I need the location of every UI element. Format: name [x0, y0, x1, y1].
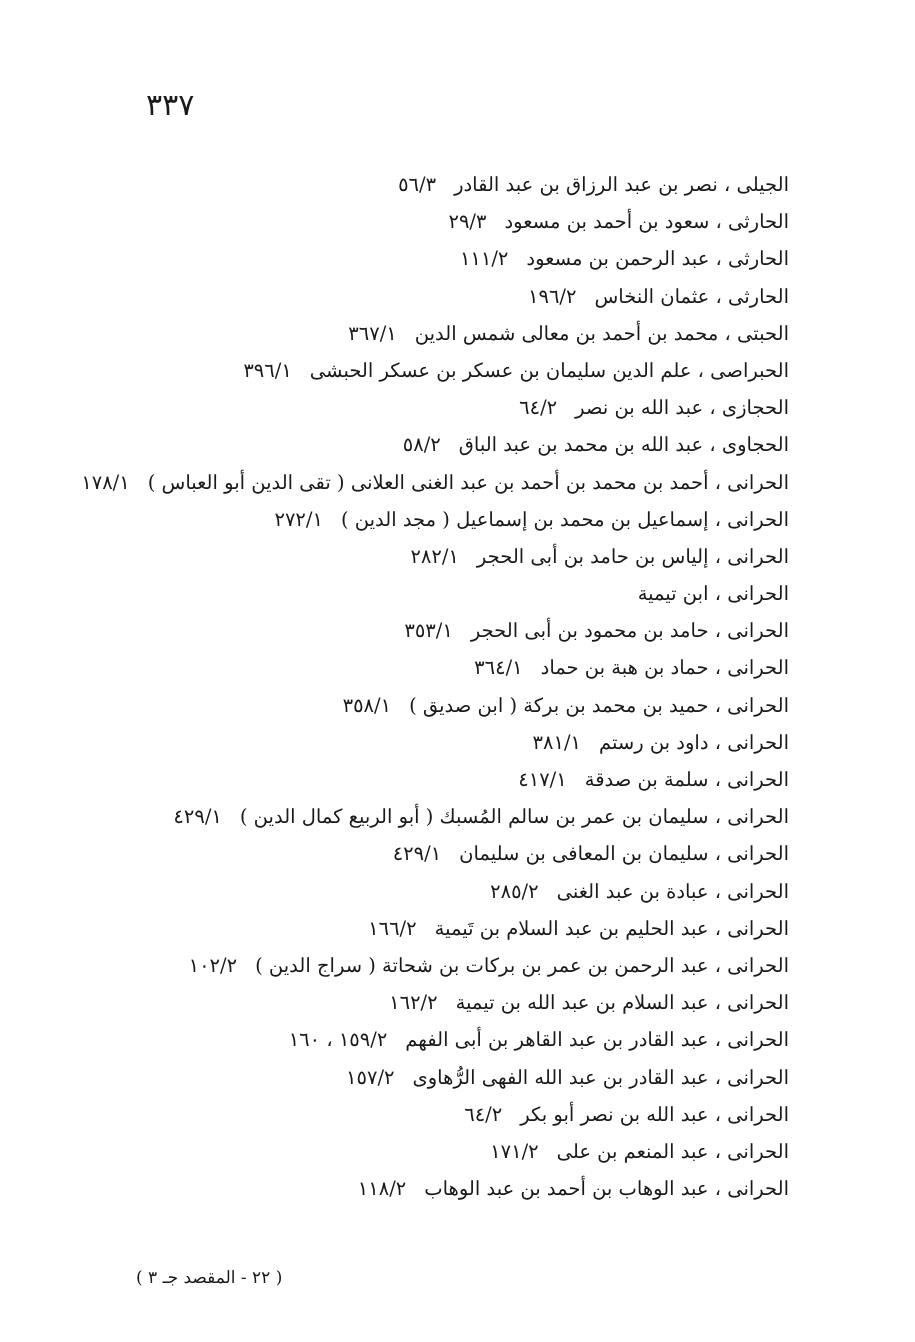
- entry-name: الحارثى ، سعود بن أحمد بن مسعود: [504, 210, 789, 234]
- index-entry: [89, 1096, 789, 1133]
- index-entry: [89, 687, 789, 724]
- entry-page-reference: ١٦٢/٢: [389, 991, 438, 1015]
- index-entry: [89, 203, 789, 240]
- index-entry: [89, 612, 789, 649]
- index-entry: [89, 873, 789, 910]
- entry-name: الحرانى ، عبد الرحمن بن عمر بن بركات بن شحاتة ( سراج الدين ): [255, 953, 789, 977]
- entry-page-reference: ١٩٦/٢: [528, 284, 577, 308]
- entry-page-reference: ١٦٦/٢: [368, 916, 417, 940]
- index-entry: [89, 352, 789, 389]
- entry-name: الحجازى ، عبد الله بن نصر: [575, 396, 789, 420]
- entry-page-reference: ٥٨/٢: [402, 433, 441, 457]
- entry-page-reference: ١١٨/٢: [357, 1177, 407, 1201]
- entry-name: الحارثى ، عبد الرحمن بن مسعود: [526, 247, 789, 271]
- entry-page-reference: ٤٢٩/١: [392, 842, 442, 866]
- page-number: ٣٣٧: [146, 88, 195, 123]
- entry-name: الحرانى ، ابن تيمية: [637, 582, 789, 606]
- entry-page-reference: ١٥٩/٢ ، ١٦٠: [288, 1028, 388, 1052]
- entry-name: الحرانى ، أحمد بن محمد بن أحمد بن عبد الغنى العلانى ( تقى الدين أبو العباس ): [147, 470, 789, 494]
- index-entry: [89, 240, 789, 277]
- entry-name: الحارثى ، عثمان النخاس: [594, 284, 789, 308]
- entry-page-reference: ٦٤/٢: [519, 396, 558, 420]
- entry-name: الحرانى ، سليمان بن عمر بن سالم المُسبك ( أبو الربيع كمال الدين ): [239, 805, 789, 829]
- entry-page-reference: ١٥٧/٢: [346, 1065, 395, 1089]
- index-entry: [89, 798, 789, 835]
- entry-name: الحرانى ، عبد القادر بن عبد القاهر بن أبى الفهم: [405, 1028, 789, 1052]
- entry-name: الحرانى ، عبد السلام بن عبد الله بن تيمية: [455, 991, 789, 1015]
- entry-page-reference: ٣٥٣/١: [404, 619, 453, 643]
- index-entry: [89, 910, 789, 947]
- entry-name: الحرانى ، عبد الله بن نصر أبو بكر: [520, 1102, 789, 1126]
- entry-page-reference: ٥٦/٣: [398, 173, 437, 196]
- entry-page-reference: ٣٥٨/١: [342, 693, 392, 717]
- entry-page-reference: ٢٨٥/٢: [490, 879, 539, 903]
- index-entry: [89, 649, 789, 686]
- entry-page-reference: ١٠٢/٢: [188, 953, 238, 977]
- entry-name: الحرانى ، حميد بن محمد بن بركة ( ابن صديق ): [409, 693, 789, 717]
- entry-page-reference: ٢٩/٣: [448, 210, 487, 234]
- entry-page-reference: ١١١/٢: [459, 247, 509, 271]
- entry-name: الحرانى ، حامد بن محمود بن أبى الحجر: [470, 619, 789, 643]
- index-entry: [89, 1133, 789, 1170]
- index-entry: [89, 426, 789, 463]
- index-entry: [89, 575, 789, 612]
- entry-page-reference: ٦٤/٢: [464, 1102, 503, 1126]
- entry-name: الحرانى ، عبد الوهاب بن أحمد بن عبد الوهاب: [424, 1177, 789, 1201]
- index-entry: [89, 1170, 789, 1207]
- index-entry: [89, 278, 789, 315]
- entry-page-reference: ١٧٨/١: [81, 470, 130, 494]
- entry-name: الحرانى ، إسماعيل بن محمد بن إسماعيل ( مجد الدين ): [340, 507, 789, 531]
- index-entry: [89, 761, 789, 798]
- index-entry: [89, 389, 789, 426]
- entry-name: الحرانى ، حماد بن هبة بن حماد: [540, 656, 789, 680]
- entry-name: الحرانى ، سليمان بن المعافى بن سليمان: [459, 842, 789, 866]
- entry-name: الحجاوى ، عبد الله بن محمد بن عبد الباق: [458, 433, 789, 457]
- index-entry: [81, 464, 789, 501]
- index-entry: [89, 947, 789, 984]
- index-entry: [89, 1059, 789, 1096]
- entry-page-reference: ٤٢٩/١: [173, 805, 222, 829]
- entry-name: الحرانى ، داود بن رستم: [599, 730, 789, 754]
- entry-name: الحرانى ، إلياس بن حامد بن أبى الحجر: [476, 544, 789, 568]
- entry-page-reference: ٤١٧/١: [518, 768, 567, 791]
- entry-page-reference: ٢٨٢/١: [410, 544, 459, 568]
- entry-name: الحرانى ، عبادة بن عبد الغنى: [556, 879, 789, 903]
- entry-page-reference: ١٧١/٢: [490, 1139, 539, 1163]
- entry-name: الحرانى ، عبد المنعم بن على: [556, 1139, 789, 1163]
- entry-name: الحرانى ، سلمة بن صدقة: [584, 768, 789, 791]
- entry-name: الحبتى ، محمد بن أحمد بن معالى شمس الدين: [414, 321, 789, 345]
- index-entry: [89, 984, 789, 1021]
- entry-page-reference: ٣٨١/١: [532, 730, 582, 754]
- index-entry: [89, 315, 789, 352]
- entry-name: الحرانى ، عبد القادر بن عبد الله الفهى الرُّهاوى: [412, 1065, 789, 1089]
- entry-name: الحبراصى ، علم الدين سليمان بن عسكر بن عسكر الحبشى: [309, 358, 789, 382]
- index-entry: [89, 724, 789, 761]
- index-entry: [89, 501, 789, 538]
- entry-page-reference: ٣٦٤/١: [474, 656, 523, 680]
- index-entry: [89, 166, 789, 203]
- index-entry: [89, 1021, 789, 1058]
- entry-page-reference: ٣٩٦/١: [243, 358, 292, 382]
- entry-page-reference: ٣٦٧/١: [348, 321, 397, 345]
- entry-name: الجيلى ، نصر بن عبد الرزاق بن عبد القادر: [454, 173, 789, 196]
- entry-name: الحرانى ، عبد الحليم بن عبد السلام بن تَيمية: [434, 916, 789, 940]
- index-list: [81, 166, 789, 1207]
- page-footer: ( ٢٢ - المقصد جـ ٣ ): [136, 1268, 283, 1288]
- index-entry: [89, 835, 789, 872]
- entry-page-reference: ٢٧٢/١: [274, 507, 323, 531]
- index-entry: [89, 538, 789, 575]
